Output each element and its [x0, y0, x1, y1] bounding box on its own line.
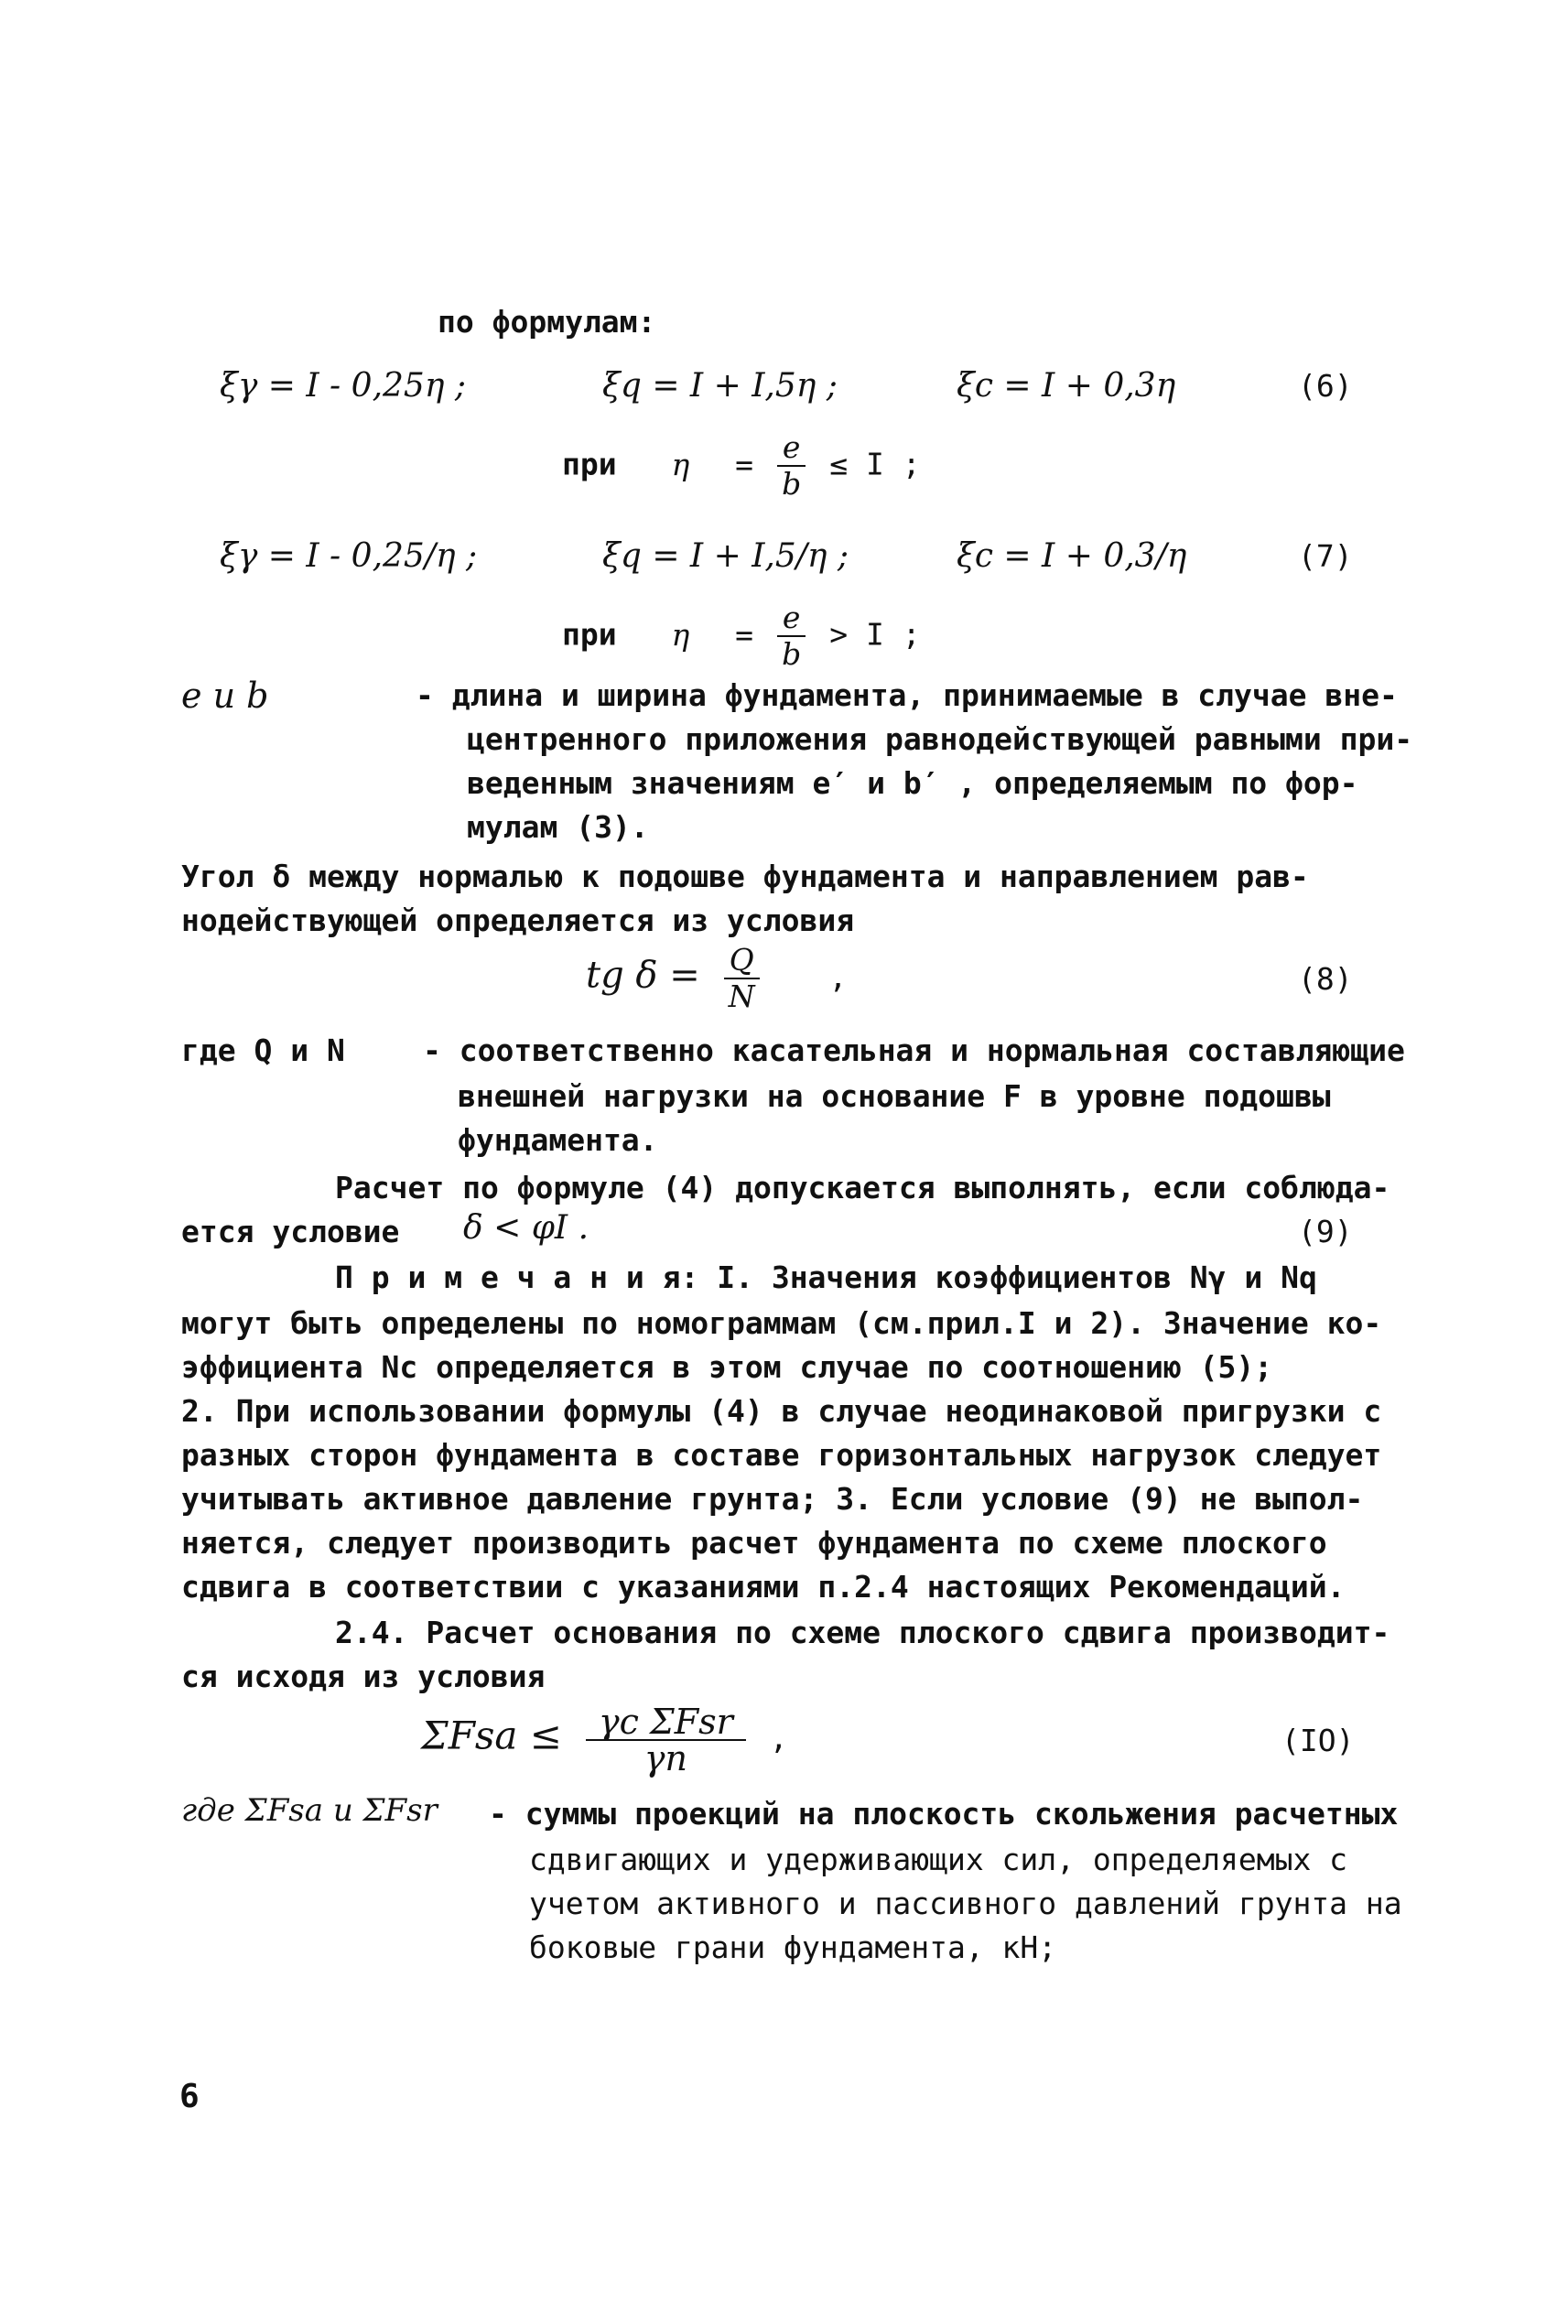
calc-line-2: ется условие	[181, 1214, 400, 1249]
def-sums-symbols: где ΣFsa и ΣFsr	[181, 1792, 438, 1829]
eq6-term-b: ξq = I + I,5η ;	[602, 367, 838, 405]
eq7-cond-post: > I ;	[829, 616, 921, 653]
def-eb-line-3: веденным значениям e′ и b′ , определяемым по фор-	[467, 765, 1358, 801]
eq10-den: γn	[643, 1738, 687, 1778]
eq8-formula	[586, 943, 847, 1014]
sec24-line-2: ся исходя из условия	[181, 1659, 546, 1694]
def-qn-line-2: внешней нагрузки на основание F в уровне подошвы	[458, 1078, 1331, 1114]
notes-line-2: могут быть определены по номограммам (см.прил.I и 2). Значение ко-	[181, 1305, 1382, 1341]
notes-line-8: сдвига в соответствии с указаниями п.2.4 настоящих Рекомендаций.	[181, 1569, 1346, 1605]
eq7-term-c: ξc = I + 0,3/η	[957, 537, 1187, 575]
eq7-cond-eta: η	[671, 616, 690, 653]
calc-condition: δ < φI .	[463, 1209, 589, 1247]
angle-line-2: нодействующей определяется из условия	[181, 903, 855, 938]
def-qn-symbols: где Q и N	[181, 1032, 345, 1068]
eq10-num: γc ΣFsr	[586, 1704, 746, 1741]
notes-line-1: П р и м е ч а н и я: I. Значения коэффициентов Nγ и Nq	[335, 1259, 1317, 1295]
eq6-cond-post: ≤ I ;	[829, 446, 921, 482]
eq6-cond-pre: при	[562, 446, 617, 482]
eq6-cond-eq: =	[735, 446, 754, 482]
eq7-cond-num: e	[777, 600, 806, 637]
angle-line-1: Угол δ между нормалью к подошве фундамента и направлением рав-	[181, 859, 1309, 894]
notes-line-4: 2. При использовании формулы (4) в случае неодинаковой пригрузки с	[181, 1393, 1382, 1429]
eq8-den: N	[728, 978, 755, 1014]
eq7-term-a: ξγ = I - 0,25/η ;	[220, 537, 478, 575]
calc-line-1: Расчет по формуле (4) допускается выполнять, если соблюда-	[335, 1170, 1390, 1205]
eq8-number: (8)	[1298, 961, 1353, 997]
eq6-condition	[562, 430, 921, 502]
eq8-lhs: tg δ =	[586, 954, 700, 997]
def-eb-line-4: мулам (3).	[467, 809, 649, 845]
notes-line-5: разных сторон фундамента в составе горизонтальных нагрузок следует	[181, 1437, 1382, 1473]
eq8-fraction	[724, 943, 760, 1014]
eq6-term-c: ξc = I + 0,3η	[957, 367, 1176, 405]
notes-line-7: няется, следует производить расчет фундамента по схеме плоского	[181, 1525, 1327, 1561]
intro-text: по формулам:	[438, 304, 656, 340]
eq10-lhs: ΣFsa ≤	[421, 1713, 562, 1758]
eq10-formula	[421, 1704, 788, 1776]
eq8-num: Q	[724, 943, 760, 979]
eq6-number: (6)	[1298, 368, 1353, 404]
eq6-cond-den: b	[782, 466, 802, 502]
eq7-cond-eq: =	[735, 616, 754, 653]
def-qn-line-3: фундамента.	[458, 1122, 658, 1158]
eq8-tail: ,	[828, 958, 848, 995]
eq6-cond-num: e	[777, 430, 806, 467]
eq7-number: (7)	[1298, 538, 1353, 574]
def-sums-line-3: учетом активного и пассивного давлений грунта на	[529, 1886, 1402, 1921]
eq10-fraction	[586, 1704, 746, 1776]
def-sums-line-4: боковые грани фундамента, кН;	[529, 1929, 1057, 1965]
eq6-cond-fraction	[777, 430, 806, 502]
def-qn-line-1: - соответственно касательная и нормальная составляющие	[423, 1032, 1405, 1068]
def-eb-line-2: центренного приложения равнодействующей равными при-	[467, 721, 1413, 757]
eq10-tail: ,	[769, 1720, 788, 1757]
def-eb-line-1: - длина и ширина фундамента, принимаемые в случае вне-	[416, 677, 1398, 713]
eq7-cond-den: b	[782, 636, 802, 672]
sec24-line-1: 2.4. Расчет основания по схеме плоского сдвига производит-	[335, 1615, 1390, 1650]
notes-line-3: эффициента Nc определяется в этом случае по соотношению (5);	[181, 1349, 1273, 1385]
def-sums-line-1: - суммы проекций на плоскость скольжения расчетных	[489, 1796, 1399, 1832]
eq7-cond-fraction	[777, 600, 806, 672]
eq10-number: (IO)	[1281, 1723, 1355, 1758]
notes-line-6: учитывать активное давление грунта; 3. Если условие (9) не выпол-	[181, 1481, 1364, 1517]
eq7-cond-pre: при	[562, 616, 617, 653]
eq7-term-b: ξq = I + I,5/η ;	[602, 537, 849, 575]
page-number: 6	[179, 2078, 200, 2115]
def-eb-symbols: e и b	[181, 676, 269, 716]
eq9-number: (9)	[1298, 1214, 1353, 1249]
eq7-condition	[562, 600, 921, 672]
eq6-term-a: ξγ = I - 0,25η ;	[220, 367, 466, 405]
eq6-cond-eta: η	[671, 446, 690, 482]
def-sums-line-2: сдвигающих и удерживающих сил, определяемых с	[529, 1842, 1348, 1877]
